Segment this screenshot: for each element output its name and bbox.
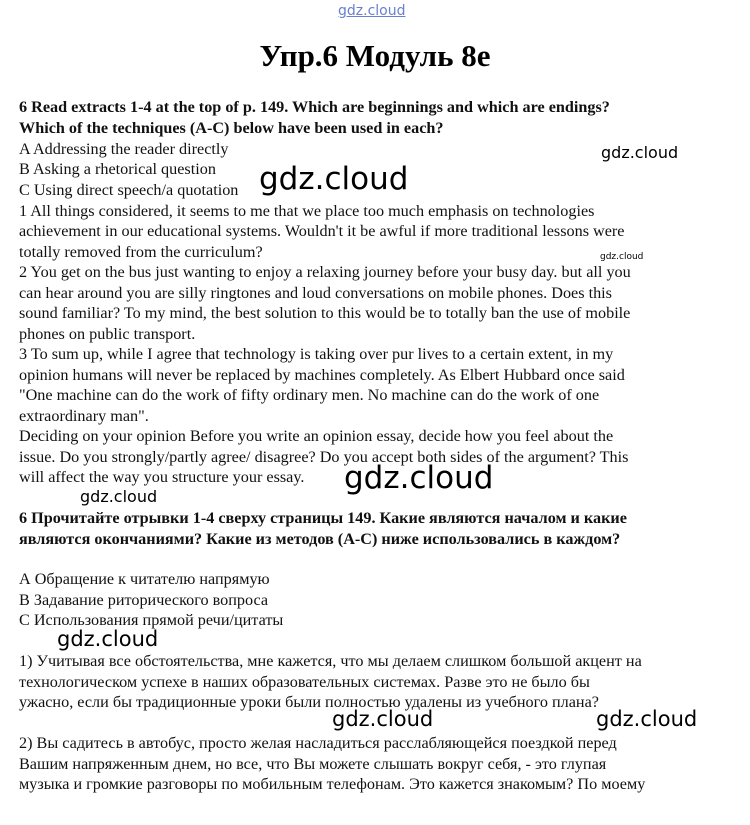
option-c-ru: С Использования прямой речи/цитаты	[19, 611, 284, 629]
watermark: gdz.cloud	[259, 161, 409, 197]
watermark: gdz.cloud	[596, 707, 698, 731]
extract-2-line: phones on public transport.	[19, 325, 196, 343]
extract-1-line: 1 All things considered, it seems to me that we place too much emphasis on technologies	[19, 202, 595, 220]
extract-2-ru-line: Вашим напряженным днем, но все, что Вы можете слышать вокруг себя, - это глупая	[19, 755, 607, 773]
option-c: C Using direct speech/a quotation	[19, 181, 239, 199]
extract-2-ru-line: музыка и громкие разговоры по мобильным телефонам. Это кажется знакомым? По моему	[19, 775, 646, 793]
extract-3-line: 3 To sum up, while I agree that technology is taking over pur lives to a certain extent, in my	[19, 345, 614, 363]
site-link[interactable]: gdz.cloud	[338, 3, 406, 19]
task-line: 6 Read extracts 1-4 at the top of p. 149. Which are beginnings and which are endings?	[19, 98, 610, 116]
extract-1-ru-line: 1) Учитывая все обстоятельства, мне кажется, что мы делаем слишком большой акцент на	[19, 652, 642, 670]
extract-1-line: achievement in our educational systems. Wouldn't it be awful if more traditional lessons were	[19, 222, 625, 240]
watermark: gdz.cloud	[80, 487, 158, 506]
task-line-ru: являются окончаниями? Какие из методов (A-C) ниже использовались в каждом?	[19, 530, 621, 548]
deciding-line: issue. Do you strongly/partly agree/ disagree? Do you accept both sides of the argument? This	[19, 448, 629, 466]
deciding-line: will affect the way you structure your essay.	[19, 468, 305, 486]
watermark: gdz.cloud	[344, 460, 494, 496]
watermark: gdz.cloud	[601, 143, 679, 162]
deciding-line: Deciding on your opinion Before you write an opinion essay, decide how you feel about the	[19, 427, 614, 445]
extract-2-ru-line: 2) Вы садитесь в автобус, просто желая насладиться расслабляющейся поездкой перед	[19, 734, 617, 752]
extract-3-line: extraordinary man".	[19, 407, 149, 425]
extract-2-line: sound familiar? To my mind, the best solution to this would be to totally ban the use of mobile	[19, 304, 631, 322]
extract-1-ru-line: технологическом успехе в наших образовательных системах. Разве это не было бы	[19, 673, 590, 691]
extract-3-line: "One machine can do the work of fifty ordinary men. No machine can do the work of one	[19, 386, 600, 404]
extract-2-line: can hear around you are silly ringtones and loud conversations on mobile phones. Does this	[19, 284, 612, 302]
task-line-ru: 6 Прочитайте отрывки 1-4 сверху страницы 149. Какие являются началом и какие	[19, 509, 627, 527]
option-b: B Asking a rhetorical question	[19, 160, 216, 178]
extract-2-line: 2 You get on the bus just wanting to enjoy a relaxing journey before your busy day. but all you	[19, 263, 631, 281]
option-a-ru: А Обращение к читателю напрямую	[19, 570, 270, 588]
extract-1-ru-line: ужасно, если бы традиционные уроки были полностью удалены из учебного плана?	[19, 693, 599, 711]
watermark: gdz.cloud	[57, 627, 159, 651]
option-b-ru: В Задавание риторического вопроса	[19, 591, 269, 609]
page-title: Упр.6 Модуль 8е	[259, 38, 491, 73]
extract-1-line: totally removed from the curriculum?	[19, 243, 263, 261]
extract-3-line: opinion humans will never be replaced by machines completely. As Elbert Hubbard once said	[19, 366, 625, 384]
watermark: gdz.cloud	[332, 707, 434, 731]
option-a: A Addressing the reader directly	[19, 140, 229, 158]
watermark: gdz.cloud	[600, 252, 644, 262]
task-line: Which of the techniques (A-C) below have been used in each?	[19, 119, 444, 137]
